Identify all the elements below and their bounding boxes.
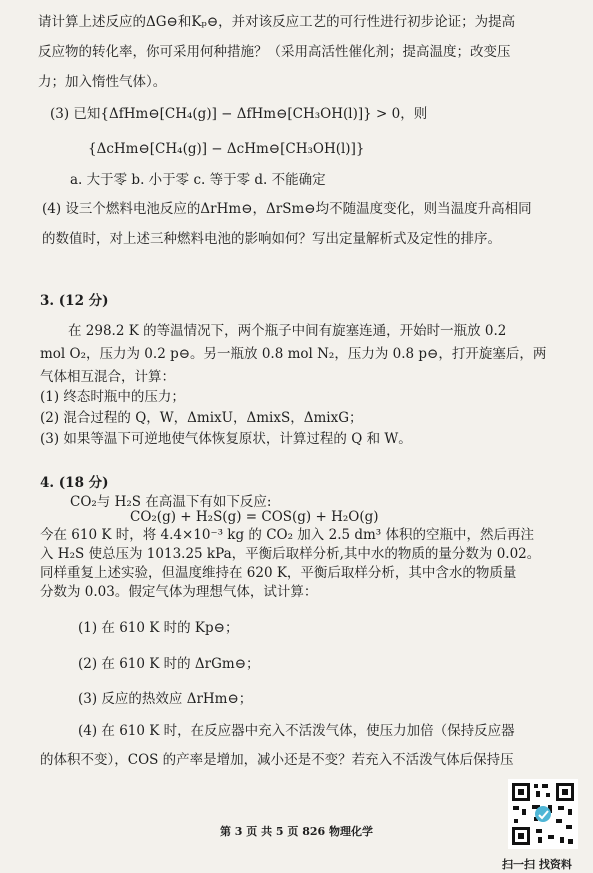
text-line: mol O₂，压力为 0.2 p⊖。另一瓶放 0.8 mol N₂，压力为 0.8 p⊖，打开旋塞后，两 (40, 346, 547, 362)
question-4-line: (4) 设三个燃料电池反应的ΔrHm⊖，ΔrSm⊖均不随温度变化，则当温度升高相同 (42, 201, 532, 217)
text-line: 气体相互混合，计算： (40, 369, 175, 385)
question-3-expression: {ΔcHm⊖[CH₄(g)] − ΔcHm⊖[CH₃OH(l)]} (88, 141, 365, 157)
question-3-options: a. 大于零 b. 小于零 c. 等于零 d. 不能确定 (70, 172, 326, 188)
text-line: 的体积不变），COS 的产率是增加，减小还是不变？若充入不活泼气体后保持压 (40, 752, 514, 768)
text-line: 入 H₂S 使总压为 1013.25 kPa，平衡后取样分析,其中水的物质的量分数为 0.02。 (40, 546, 541, 562)
text-line: 在 298.2 K 的等温情况下，两个瓶子中间有旋塞连通，开始时一瓶放 0.2 (68, 323, 507, 339)
text-line: 分数为 0.03。假定气体为理想气体，试计算： (40, 584, 318, 600)
question-4-line: 的数值时，对上述三种燃料电池的影响如何？写出定量解析式及定性的排序。 (42, 231, 501, 247)
sub-question: (3) 反应的热效应 ΔrHm⊖； (78, 691, 253, 707)
sub-question: (1) 在 610 K 时的 Kp⊖； (78, 620, 239, 636)
question-3-line: (3) 已知{ΔfHm⊖[CH₄(g)] − ΔfHm⊖[CH₃OH(l)]} > 0，则 (50, 106, 428, 122)
qr-caption: 扫一扫 找资料 (502, 858, 572, 871)
sub-question: (2) 在 610 K 时的 ΔrGm⊖； (78, 656, 260, 672)
text-line: 请计算上述反应的ΔG⊖和Kₚ⊖，并对该反应工艺的可行性进行初步论证；为提高 (38, 14, 516, 30)
sub-question: (3) 如果等温下可逆地使气体恢复原状，计算过程的 Q 和 W。 (40, 431, 412, 447)
sub-question: (4) 在 610 K 时，在反应器中充入不活泼气体，使压力加倍（保持反应器 (78, 723, 515, 739)
sub-question: (2) 混合过程的 Q，W，ΔmixU，ΔmixS，ΔmixG； (40, 410, 363, 426)
text-line: 今在 610 K 时，将 4.4×10⁻³ kg 的 CO₂ 加入 2.5 dm³ 体积的空瓶中，然后再注 (40, 527, 535, 543)
text-line: 反应物的转化率，你可采用何种措施？（采用高活性催化剂；提高温度；改变压 (38, 44, 511, 60)
page-footer: 第 3 页 共 5 页 826 物理化学 (219, 825, 374, 838)
text-line: 力；加入惰性气体）。 (38, 74, 167, 90)
section-4-heading: 4. (18 分) (40, 475, 109, 491)
section-3-heading: 3. (12 分) (40, 293, 109, 309)
text-line: CO₂与 H₂S 在高温下有如下反应: (70, 494, 272, 510)
qr-code-icon (508, 779, 578, 849)
sub-question: (1) 终态时瓶中的压力； (40, 389, 185, 405)
reaction-equation: CO₂(g) + H₂S(g) = COS(g) + H₂O(g) (130, 509, 379, 525)
text-line: 同样重复上述实验，但温度维持在 620 K，平衡后取样分析，其中含水的物质量 (40, 565, 517, 581)
